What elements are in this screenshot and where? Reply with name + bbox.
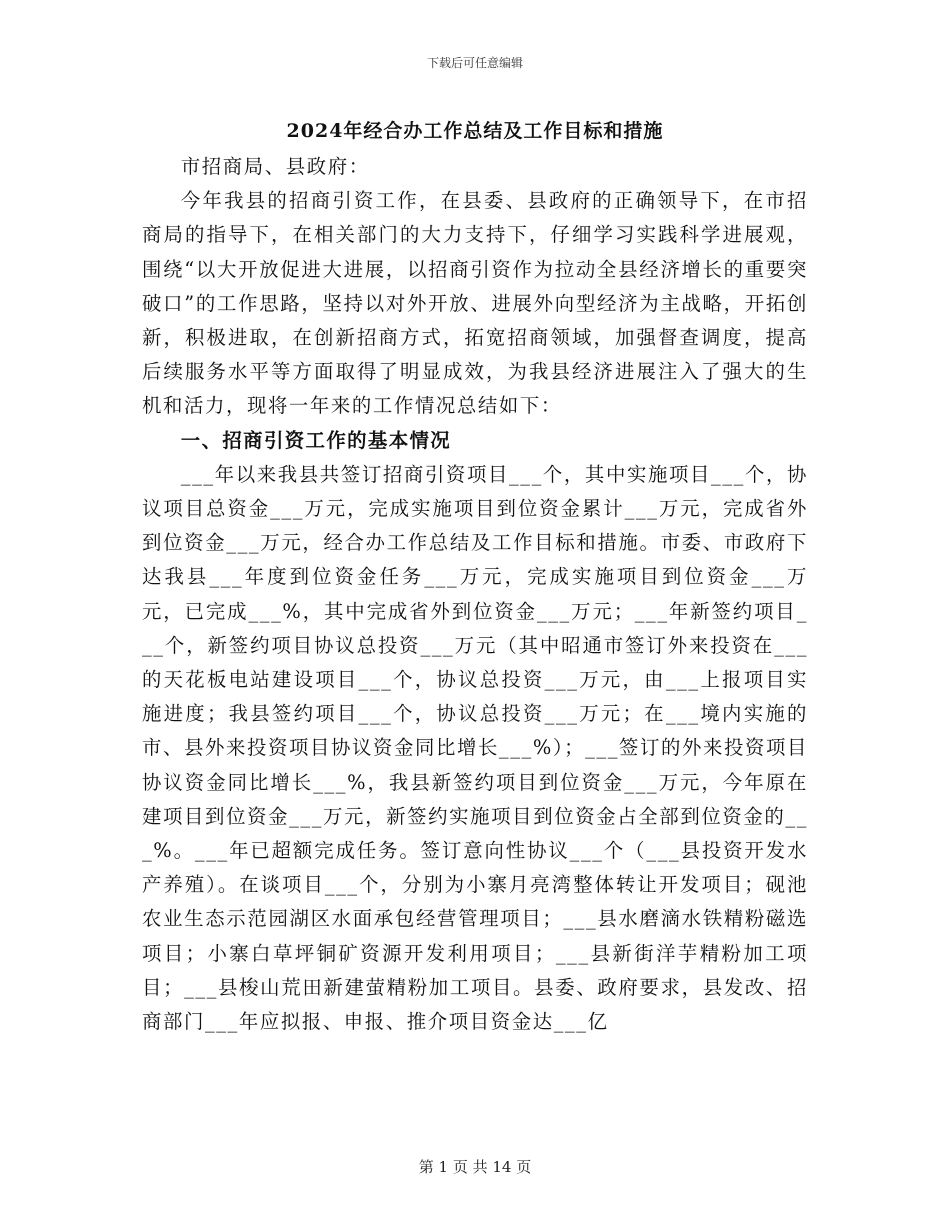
document-title: 2024年经合办工作总结及工作目标和措施 bbox=[286, 120, 664, 142]
section-heading: 一、招商引资工作的基本情况 bbox=[180, 428, 452, 452]
intro-paragraph: 今年我县的招商引资工作，在县委、县政府的正确领导下，在市招商局的指导下，在相关部门的大力支持下，仔细学习实践科学进展观，围绕“以大开放促进大进展，以招商引资作为拉动全县经济增长的重要突破口”的工作思路，坚持以对外开放、进展外向型经济为主战略，开拓创新，积极进取，在创新招商方式，拓宽招商领域，加强督查调度，提高后续服务水平等方面取得了明显成效，为我县经济进展注入了强大的生机和活力，现将一年来的工作情况总结如下： bbox=[142, 189, 808, 418]
section-paragraph: ___年以来我县共签订招商引资项目___个，其中实施项目___个，协议项目总资金___万元，完成实施项目到位资金累计___万元，完成省外到位资金___万元，经合办工作总结及工作目标和措施。市委、市政府下达我县___年度到位资金任务___万元，完成实施项目到位资金___万元，已完成___%，其中完成省外到位资金___万元；___年新签约项目___个，新签约项目协议总投资___万元（其中昭通市签订外来投资在___的天花板电站建设项目___个，协议总投资___万元，由___上报项目实施进度；我县签约项目___个，协议总投资___万元；在___境内实施的市、县外来投资项目协议资金同比增长___%）；___签订的外来投资项目协议资金同比增长___%，我县新签约项目到位资金___万元，今年原在建项目到位资金___万元，新签约实施项目到位资金占全部到位资金的___%。___年已超额完成任务。签订意向性协议___个（___县投资开发水产养殖）。在谈项目___个，分别为小寨月亮湾整体转让开发项目；砚池农业生态示范园湖区水面承包经营管理项目；___县水磨滴水铁精粉磁选项目；小寨白草坪铜矿资源开发利用项目；___县新街洋芋精粉加工项目；___县梭山荒田新建萤精粉加工项目。县委、政府要求，县发改、招商部门___年应拟报、申报、推介项目资金达___亿 bbox=[142, 462, 808, 1034]
page-number-footer: 第 1 页 共 14 页 bbox=[418, 1158, 532, 1176]
salutation: 市招商局、县政府： bbox=[180, 155, 370, 178]
document-body bbox=[142, 150, 808, 1039]
page-header-note: 下载后可任意编辑 bbox=[426, 56, 523, 70]
